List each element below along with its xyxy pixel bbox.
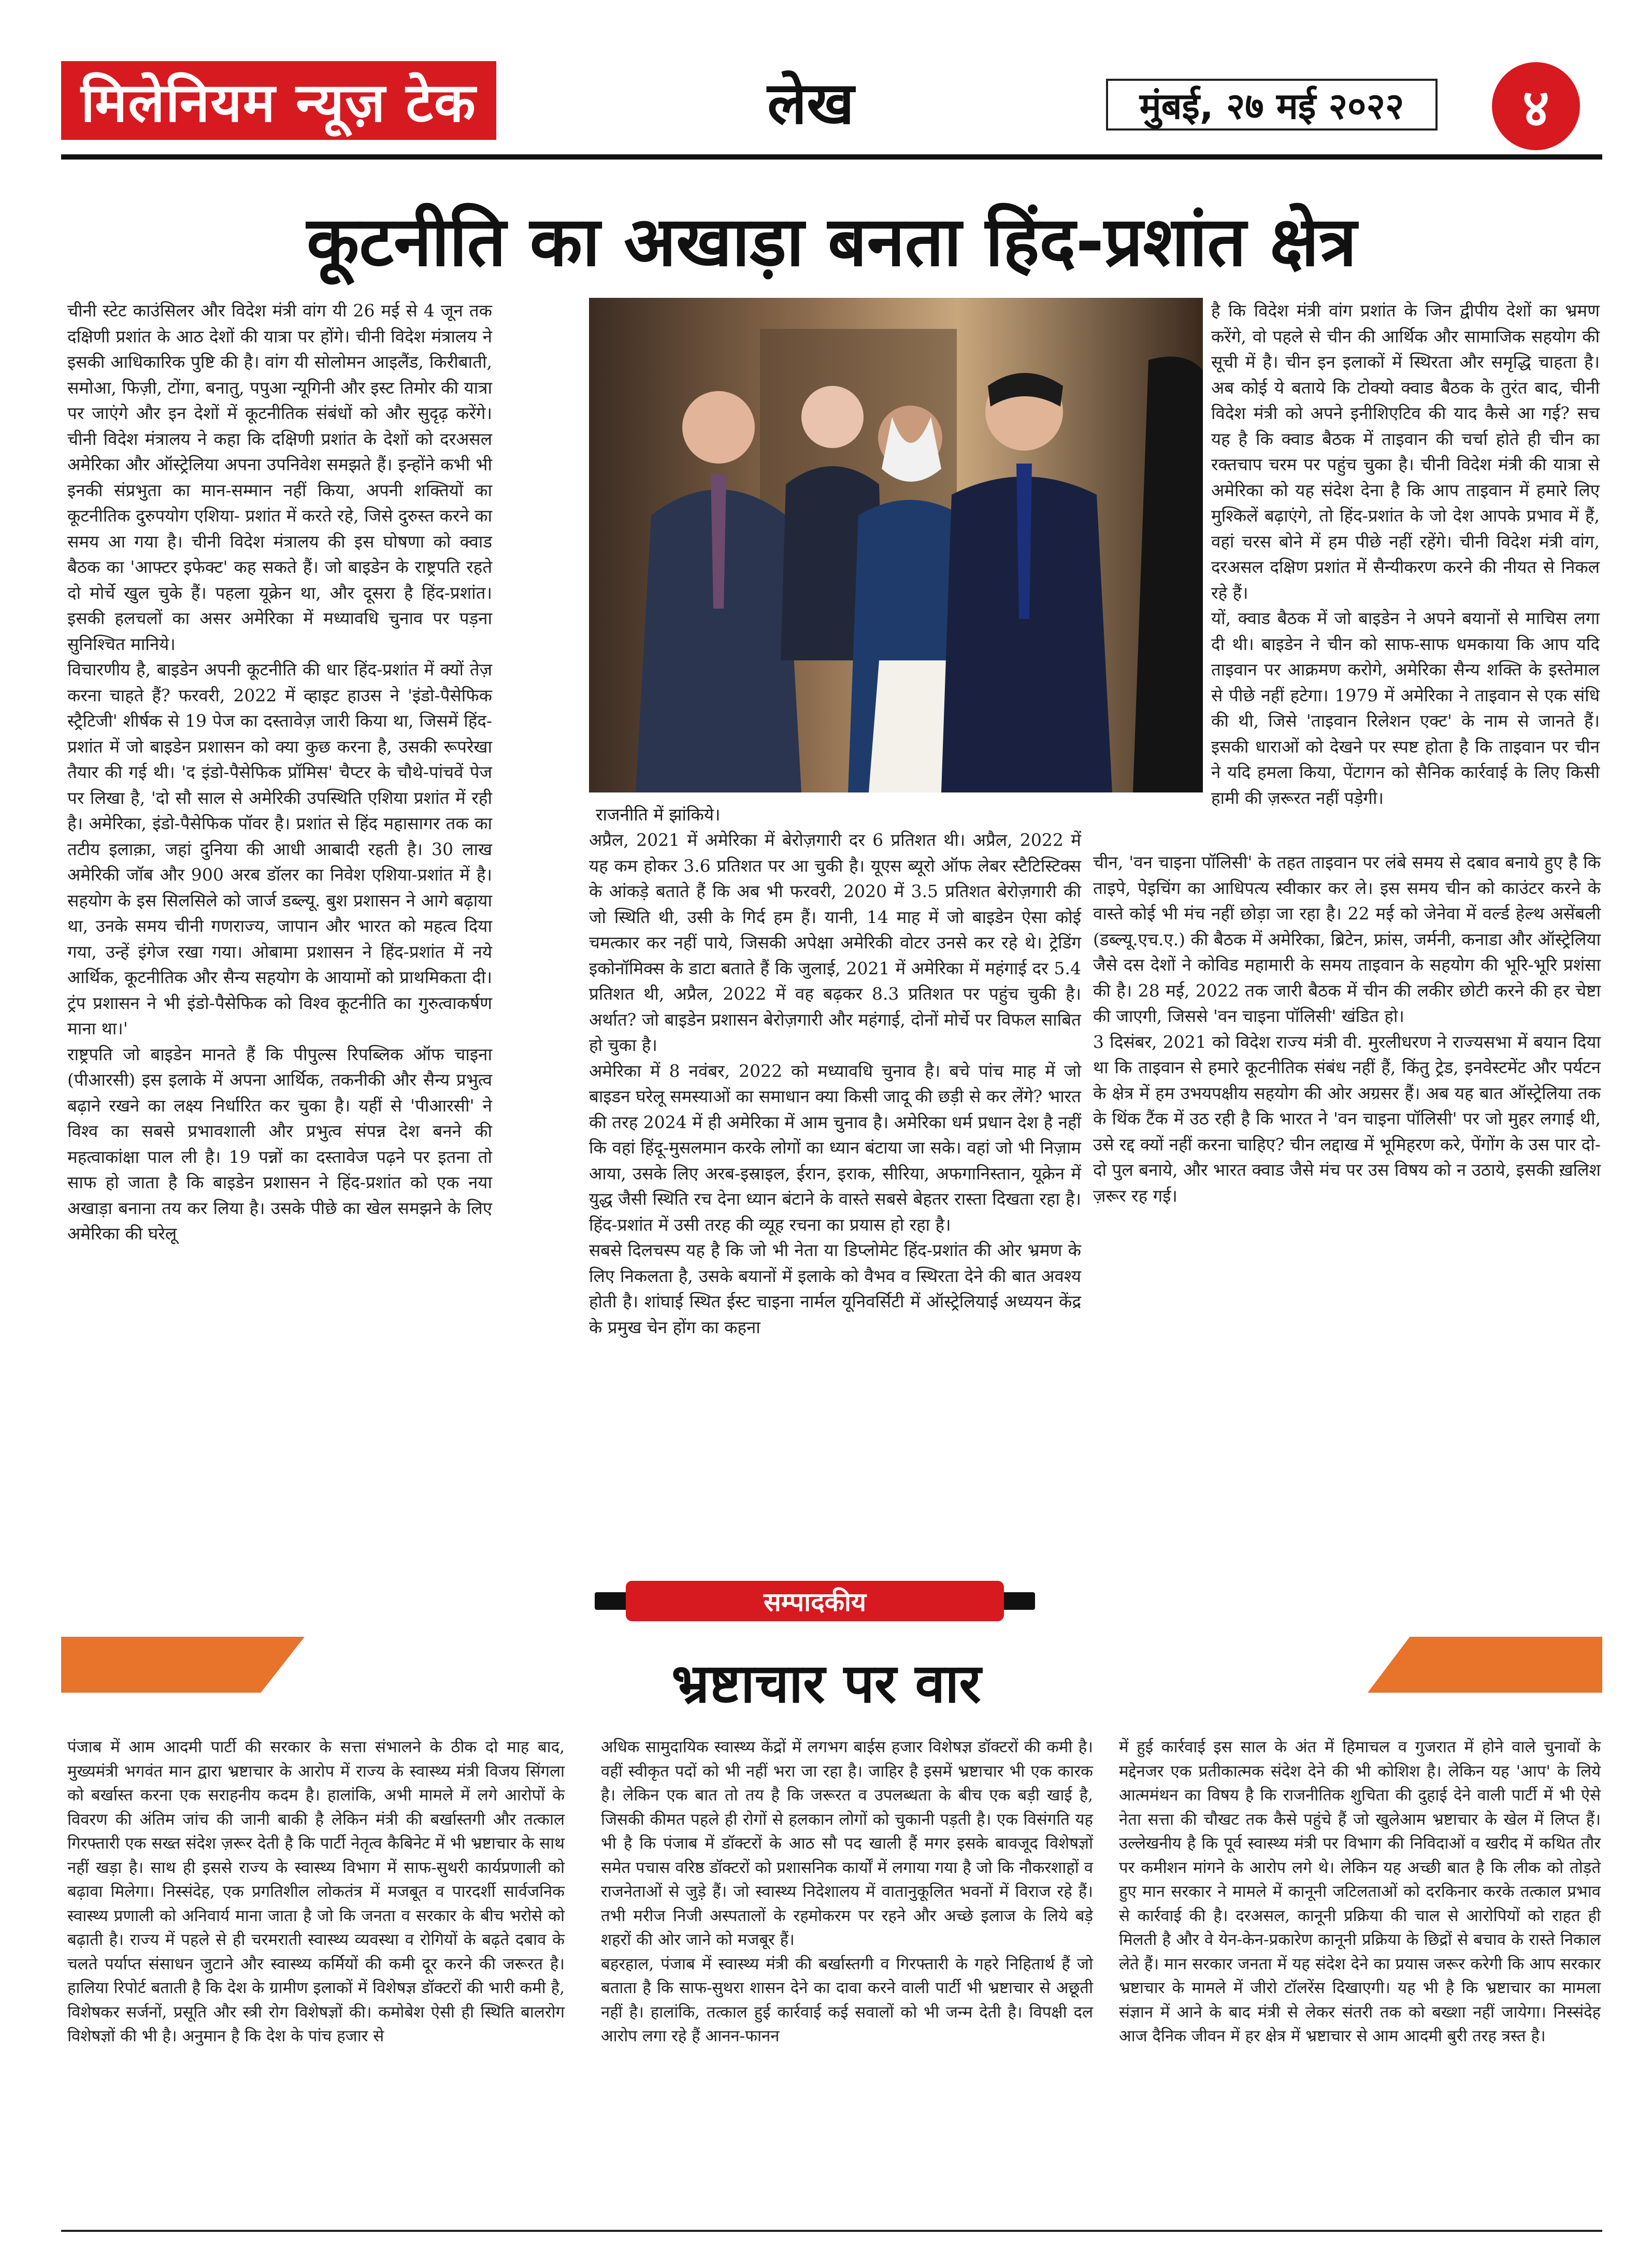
article-column-1: [67, 298, 492, 1247]
headline-accent-right: [1368, 1637, 1602, 1693]
headline-accent-left: [61, 1637, 305, 1693]
editorial-paragraph: अधिक सामुदायिक स्वास्थ्य केंद्रों में लगभग बाईस हजार विशेषज्ञ डॉक्टरों की कमी है। वहीं स्वीकृत पदों को भी नहीं भरा जा रहा है। जाहिर है इसमें भ्रष्टाचार भी एक कारक है। लेकिन एक बात तो तय है कि जरूरत व उपलब्धता के बीच एक बड़ी खाई है, जिसकी कीमत पहले ही रोगों से हलकान लोगों को चुकानी पड़ती है। एक विसंगति यह भी है कि पंजाब में डॉक्टरों के आठ सौ पद खाली हैं मगर इसके बावजूद विशेषज्ञों समेत पचास वरिष्ठ डॉक्टरों को प्रशासनिक कार्यों में लगाया गया है जो कि नौकरशाहों व राजनेताओं से जुड़े हैं। जो स्वास्थ्य निदेशालय में वातानुकूलित भवनों में विराज रहे हैं। तभी मरीज निजी अस्पतालों के रहमोकरम पर रहने और अच्छे इलाज के लिये बड़े शहरों की ओर जाने को मजबूर हैं।: [601, 1738, 1093, 1949]
article-paragraph: राष्ट्रपति जो बाइडेन मानते हैं कि पीपुल्स रिपब्लिक ऑफ चाइना (पीआरसी) इस इलाके में अपना आर्थिक, तकनीकी और सैन्य प्रभुत्व बढ़ाने रखने का लक्ष्य निर्धारित कर चुका है। यहीं से 'पीआरसी' ने विश्व का सबसे प्रभावशाली और प्रभुत्व संपन्न देश बनने की महत्वाकांक्षा पाल ली है। 19 पन्नों का दस्तावेज पढ़ने पर इतना तो साफ हो जाता है कि बाइडेन प्रशासन ने हिंद-प्रशांत को एक नया अखाड़ा बनाना तय कर लिया है। उसके पीछे का खेल समझने के लिए अमेरिका की घरेलू: [67, 1044, 492, 1244]
footer-rule: [61, 2230, 1602, 2232]
page-number: ४: [1492, 62, 1580, 150]
article-paragraph: अमेरिका में 8 नवंबर, 2022 को मध्यावधि चुनाव है। बचे पांच माह में जो बाइडन घरेलू समस्याओं का समाधान क्या किसी जादू की छड़ी से कर लेंगे? भारत की तरह 2024 में ही अमेरिका में आम चुनाव है। अमेरिका धर्म प्रधान देश है नहीं कि वहां हिंदू-मुसलमान करके लोगों का ध्यान बंटाया जा सके। वहां जो भी निज़ाम आया, उसके लिए अरब-इस्राइल, ईरान, इराक, सीरिया, अफगानिस्तान, यूक्रेन में युद्ध जैसी स्थिति रच देना ध्यान बंटाने के वास्ते सबसे बेहतर रास्ता दिखता रहा है। हिंद-प्रशांत में उसी तरह की व्यूह रचना का प्रयास हो रहा है।: [589, 1060, 1081, 1235]
editorial-paragraph: पंजाब में आम आदमी पार्टी की सरकार के सत्ता संभालने के ठीक दो माह बाद, मुख्यमंत्री भगवंत मान द्वारा भ्रष्टाचार के आरोप में राज्य के स्वास्थ्य मंत्री विजय सिंगला को बर्खास्त करना एक सराहनीय कदम है। हालांकि, अभी मामले में लगे आरोपों के विवरण की अंतिम जांच की जानी बाकी है लेकिन मंत्री की बर्खास्तगी और तत्काल गिरफ्तारी एक सख्त संदेश ज़रूर देती है कि पार्टी नेतृत्व कैबिनेट में भी भ्रष्टाचार के साथ नहीं खड़ा है। साथ ही इससे राज्य के स्वास्थ्य विभाग में साफ-सुथरी कार्यप्रणाली को बढ़ावा मिलेगा। निस्संदेह, एक प्रगतिशील लोकतंत्र में मजबूत व पारदर्शी सार्वजनिक स्वास्थ्य प्रणाली को अनिवार्य माना जाता है जो कि जनता व सरकार के बीच भरोसे को बढ़ाती है। राज्य में पहले से ही चरमराती स्वास्थ्य व्यवस्था व रोगियों के बढ़ते दबाव के चलते पर्याप्त संसाधन जुटाने और स्वास्थ्य कर्मियों की कमी दूर करने की जरूरत है। हालिया रिपोर्ट बताती है कि देश के ग्रामीण इलाकों में विशेषज्ञ डॉक्टरों की भारी कमी है, विशेषकर सर्जनों, प्रसूति और स्त्री रोग विशेषज्ञों की। कमोबेश ऐसी ही स्थिति बालरोग विशेषज्ञों की भी है। अनुमान है कि देश के पांच हजार से: [67, 1738, 565, 2045]
article-column-3-upper: [1211, 298, 1600, 811]
article-column-3-lower: [1093, 849, 1601, 1208]
article-headline: कूटनीति का अखाड़ा बनता हिंद-प्रशांत क्षेत्र: [307, 202, 1357, 282]
editorial-headline: भ्रष्टाचार पर वार: [671, 1652, 981, 1715]
editorial-column-3: [1119, 1735, 1601, 2049]
article-paragraph: अप्रैल, 2021 में अमेरिका में बेरोज़गारी दर 6 प्रतिशत थी। अप्रैल, 2022 में यह कम होकर 3.6 प्रतिशत पर आ चुकी है। यूएस ब्यूरो ऑफ लेबर स्टैटिस्टिक्स के आंकड़े बताते हैं कि अब भी फरवरी, 2020 में 3.5 प्रतिशत बेरोज़गारी की जो स्थिति थी, उसी के गिर्द हम हैं। यानी, 14 माह में जो बाइडेन ऐसा कोई चमत्कार कर नहीं पाये, जिसकी अपेक्षा अमेरिकी वोटर उनसे कर रहे थे। ट्रेडिंग इकोनॉमिक्स के डाटा बताते हैं कि जुलाई, 2021 में अमेरिका में महंगाई दर 5.4 प्रतिशत थी, अप्रैल, 2022 में वह बढ़कर 8.3 प्रतिशत पर पहुंच चुकी है। अर्थात? जो बाइडेन प्रशासन बेरोज़गारी और महंगाई, दोनों मोर्चे पर विफल साबित हो चुका है।: [589, 830, 1081, 1055]
article-paragraph: चीनी स्टेट काउंसिलर और विदेश मंत्री वांग यी 26 मई से 4 जून तक दक्षिणी प्रशांत के आठ देशों की यात्रा पर होंगे। चीनी विदेश मंत्रालय ने इसकी आधिकारिक पुष्टि की है। वांग यी सोलोमन आइलैंड, किरीबाती, समोआ, फिज़ी, टोंगा, बनातु, पपुआ न्यूगिनी और इस्ट तिमोर की यात्रा पर जाएंगे और इन देशों में कूटनीतिक संबंधों को और सुदृढ़ करेंगे। चीनी विदेश मंत्रालय ने कहा कि दक्षिणी प्रशांत के देशों को दरअसल अमेरिका और ऑस्ट्रेलिया अपना उपनिवेश समझते हैं। इन्होंने कभी भी इनकी संप्रभुता का मान-सम्मान नहीं किया, अपनी शक्तियों का कूटनीतिक दुरुपयोग एशिया- प्रशांत में करते रहे, जिसे दुरुस्त करने का समय आ गया है। चीनी विदेश मंत्रालय की इस घोषणा को क्वाड बैठक का 'आफ्टर इफेक्ट' कह सकते हैं। जो बाइडेन के राष्ट्रपति रहते दो मोर्चे खुल चुके हैं। पहला यूक्रेन था, और दूसरा है हिंद-प्रशांत। इसकी हलचलों का असर अमेरिका में मध्यावधि चुनाव पर पड़ना सुनिश्चित मानिये।: [67, 300, 492, 654]
section-label: लेख: [767, 70, 854, 137]
article-paragraph: सबसे दिलचस्प यह है कि जो भी नेता या डिप्लोमेट हिंद-प्रशांत की ओर भ्रमण के लिए निकलता है, उसके बयानों में इलाके को वैभव व स्थिरता देने की बात अवश्य होती है। शांघाई स्थित ईस्ट चाइना नार्मल यूनिवर्सिटी में ऑस्ट्रेलियाई अध्ययन केंद्र के प्रमुख चेन होंग का कहना: [589, 1240, 1081, 1337]
article-photo: [589, 298, 1203, 792]
article-column-2: [589, 827, 1081, 1340]
editorial-paragraph: बहरहाल, पंजाब में स्वास्थ्य मंत्री की बर्खास्तगी व गिरफ्तारी के गहरे निहितार्थ हैं जो बताता है कि साफ-सुथरा शासन देने का दावा करने वाली पार्टी भी भ्रष्टाचार से अछूती नहीं है। हालांकि, तत्काल हुई कार्रवाई कई सवालों को भी जन्म देती है। विपक्षी दल आरोप लगा रहे हैं आनन-फानन: [601, 1954, 1093, 2045]
article-paragraph: 3 दिसंबर, 2021 को विदेश राज्य मंत्री वी. मुरलीधरण ने राज्यसभा में बयान दिया था कि ताइवान से हमारे कूटनीतिक संबंध नहीं हैं, किंतु ट्रेड, इनवेस्टमेंट और पर्यटन के क्षेत्र में हम उभयपक्षीय सहयोग की ओर अग्रसर हैं। अब यह बात ऑस्ट्रेलिया तक के थिंक टैंक में उठ रही है कि भारत ने 'वन चाइना पॉलिसी' पर जो मुहर लगाई थी, उसे रद्द क्यों नहीं करना चाहिए? चीन लद्दाख में भूमिहरण करे, पेंगोंग के उस पार दो-दो पुल बनाये, और भारत क्वाड जैसे मंच पर उस विषय को न उठाये, इसकी ख़लिश ज़रूर रह गई।: [1093, 1031, 1601, 1206]
editorial-column-2: [601, 1735, 1093, 2049]
editorial-column-1: [67, 1735, 565, 2049]
editorial-band: [595, 1581, 1035, 1621]
editorial-paragraph: में हुई कार्रवाई इस साल के अंत में हिमाचल व गुजरात में होने वाले चुनावों के मद्देनजर एक प्रतीकात्मक संदेश देने की भी कोशिश है। लेकिन यह 'आप' के लिये आत्ममंथन का विषय है कि राजनीतिक शुचिता की दुहाई देने वाली पार्टी में भी ऐसे नेता सत्ता की चौखट तक कैसे पहुंचे हैं जो खुलेआम भ्रष्टाचार के खेल में लिप्त हैं। उल्लेखनीय है कि पूर्व स्वास्थ्य मंत्री पर विभाग की निविदाओं व खरीद में कथित तौर पर कमीशन मांगने के आरोप लगे थे। लेकिन यह अच्छी बात है कि लीक को तोड़ते हुए मान सरकार ने मामले में कानूनी जटिलताओं को दरकिनार करके तत्काल प्रभाव से कार्रवाई की है। दरअसल, कानूनी प्रक्रिया की चाल से आरोपियों को राहत ही मिलती है और वे येन-केन-प्रकारेण कानूनी प्रक्रिया के छिद्रों से बचाव के रास्ते निकाल लेते हैं। मान सरकार जनता में यह संदेश देने का प्रयास जरूर करेगी कि आप सरकार भ्रष्टाचार के मामले में जीरो टॉलरेंस दिखाएगी। यह भी है कि भ्रष्टाचार का मामला संज्ञान में आने के बाद मंत्री से लेकर संतरी तक को बख्शा नहीं जायेगा। निस्संदेह आज दैनिक जीवन में हर क्षेत्र में भ्रष्टाचार से आम आदमी बुरी तरह त्रस्त है।: [1119, 1738, 1601, 2045]
dateline: मुंबई, २७ मई २०२२: [1106, 79, 1438, 131]
masthead-brand: मिलेनियम न्यूज़ टेक: [61, 61, 496, 140]
editorial-label: सम्पादकीय: [626, 1581, 1004, 1621]
article-paragraph: है कि विदेश मंत्री वांग प्रशांत के जिन द्वीपीय देशों का भ्रमण करेंगे, वो पहले से चीन की आर्थिक और सामाजिक सहयोग की सूची में है। चीन इन इलाकों में स्थिरता और समृद्धि चाहता है। अब कोई ये बताये कि टोक्यो क्वाड बैठक के तुरंत बाद, चीनी विदेश मंत्री को अपने इनीशिएटिव की याद कैसे आ गई? सच यह है कि क्वाड बैठक में ताइवान की चर्चा होते ही चीन का रक्तचाप चरम पर पहुंच चुका है। चीनी विदेश मंत्री की यात्रा से अमेरिका को यह संदेश देना है कि आप ताइवान में हमारे लिए मुश्किलें बढ़ाएंगे, तो हिंद-प्रशांत के जो देश आपके प्रभाव में हैं, वहां चरस बोने में हम पीछे नहीं रहेंगे। चीनी विदेश मंत्री वांग, दरअसल दक्षिण प्रशांत में सैन्यीकरण करने की नीयत से निकल रहे हैं।: [1211, 300, 1600, 603]
leaders-photo-illustration: [589, 298, 1203, 792]
article-paragraph: विचारणीय है, बाइडेन अपनी कूटनीति की धार हिंद-प्रशांत में क्यों तेज़ करना चाहते हैं? फरवरी, 2022 में व्हाइट हाउस ने 'इंडो-पैसेफिक स्ट्रैटिजी' शीर्षक से 19 पेज का दस्तावेज़ जारी किया था, जिसमें हिंद-प्रशांत में जो बाइडेन प्रशासन को क्या कुछ करना है, उसकी रूपरेखा तैयार की गई थी। 'द इंडो-पैसेफिक प्रॉमिस' चैप्टर के चौथे-पांचवें पेज पर लिखा है, 'दो सौ साल से अमेरिकी उपस्थिति एशिया प्रशांत में रही है। अमेरिका, इंडो-पैसेफिक पॉवर है। प्रशांत से हिंद महासागर तक का तटीय इलाक़ा, जहां दुनिया की आधी आबादी रहती है। 30 लाख अमेरिकी जॉब और 900 अरब डॉलर का निवेश एशिया-प्रशांत में है। सहयोग के इस सिलसिले को जार्ज डब्ल्यू. बुश प्रशासन ने आगे बढ़ाया था, उनके समय चीनी गणराज्य, जापान और भारत को महत्व दिया गया, उन्हें इंगेज रखा गया। ओबामा प्रशासन ने हिंद-प्रशांत में नये आर्थिक, कूटनीतिक और सैन्य सहयोग के आयामों को प्राथमिकता दी। ट्रंप प्रशासन ने भी इंडो-पैसेफिक को विश्व कूटनीति का गुरुत्वाकर्षण माना था।': [67, 659, 492, 1039]
masthead-rule: [61, 154, 1602, 160]
article-paragraph: चीन, 'वन चाइना पॉलिसी' के तहत ताइवान पर लंबे समय से दबाव बनाये हुए है कि ताइपे, पेइचिंग का आधिपत्य स्वीकार कर ले। इस समय चीन को काउंटर करने के वास्ते कोई भी मंच नहीं छोड़ा जा रहा है। 22 मई को जेनेवा में वर्ल्ड हेल्थ असेंबली (डब्ल्यू.एच.ए.) की बैठक में अमेरिका, ब्रिटेन, फ्रांस, जर्मनी, कनाडा और ऑस्ट्रेलिया जैसे दस देशों ने कोविड महामारी के समय ताइवान के सहयोग की भूरि-भूरि प्रशंसा की है। 28 मई, 2022 तक जारी बैठक में चीन की लकीर छोटी करने की हर चेष्टा की जाएगी, जिससे 'वन चाइना पॉलिसी' खंडित हो।: [1093, 852, 1601, 1026]
article-paragraph: यों, क्वाड बैठक में जो बाइडेन ने अपने बयानों से माचिस लगा दी थी। बाइडेन ने चीन को साफ-साफ धमकाया कि आप यदि ताइवान पर आक्रमण करोगे, अमेरिका सैन्य शक्ति के इस्तेमाल से पीछे नहीं हटेगा। 1979 में अमेरिका ने ताइवान से एक संधि की थी, जिसे 'ताइवान रिलेशन एक्ट' के नाम से जानते हैं। इसकी धाराओं को देखने पर स्पष्ट होता है कि ताइवान पर चीन ने यदि हमला किया, पेंटागन को सैनिक कार्रवाई के लिए किसी हामी की ज़रूरत नहीं पड़ेगी।: [1211, 608, 1600, 808]
article-photo-caption-tail: राजनीति में झांकिये।: [596, 804, 721, 825]
